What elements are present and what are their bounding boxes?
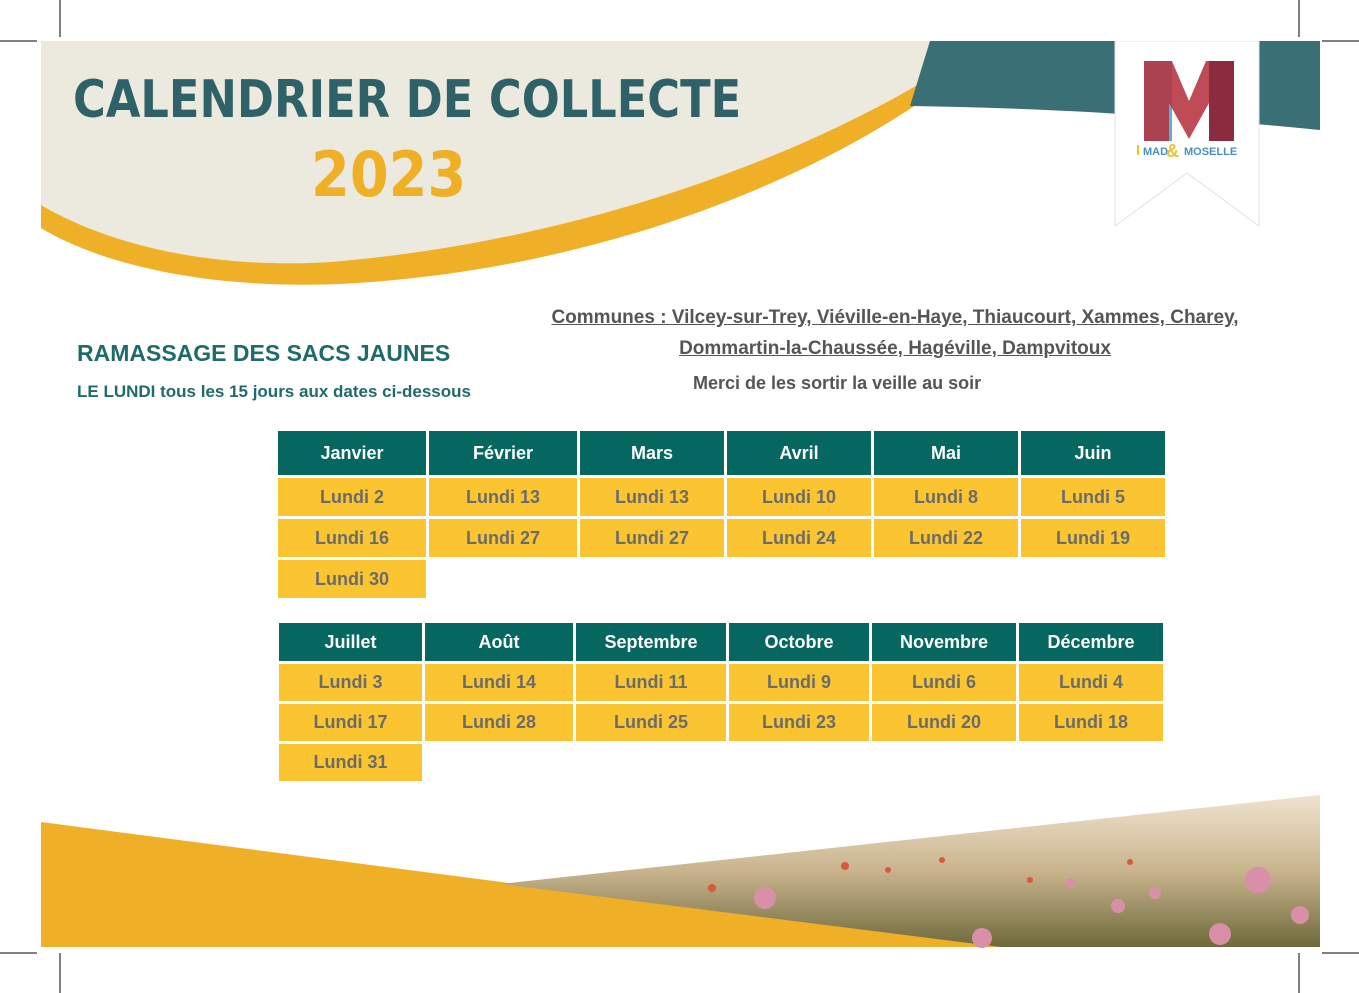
date-cell: Lundi 14	[425, 664, 573, 701]
communes-line-2: Dommartin-la-Chaussée, Hagéville, Dampvitoux	[679, 338, 1111, 359]
empty-cell	[872, 744, 1016, 781]
date-cell: Lundi 23	[729, 704, 869, 741]
table-row	[279, 744, 1163, 781]
svg-text:MAD: MAD	[1143, 146, 1169, 158]
empty-cell	[1019, 744, 1163, 781]
empty-cell	[729, 744, 869, 781]
table-row	[278, 478, 1165, 516]
date-cell: Lundi 8	[874, 478, 1018, 516]
empty-cell	[874, 560, 1018, 598]
collection-note: Merci de les sortir la veille au soir	[693, 373, 982, 393]
calendar-header-row	[278, 431, 1165, 475]
date-cell: Lundi 18	[1019, 704, 1163, 741]
empty-cell	[727, 560, 871, 598]
empty-cell	[1021, 560, 1165, 598]
date-cell: Lundi 27	[429, 519, 577, 557]
date-cell: Lundi 13	[429, 478, 577, 516]
date-cell: Lundi 22	[874, 519, 1018, 557]
month-header: Mars	[580, 431, 724, 475]
date-cell: Lundi 30	[278, 560, 426, 598]
date-cell: Lundi 9	[729, 664, 869, 701]
date-cell: Lundi 2	[278, 478, 426, 516]
month-header: Décembre	[1019, 623, 1163, 661]
section-subtitle: LE LUNDI tous les 15 jours aux dates ci-dessous	[77, 382, 471, 401]
date-cell: Lundi 6	[872, 664, 1016, 701]
empty-cell	[580, 560, 724, 598]
date-cell: Lundi 3	[279, 664, 422, 701]
month-header: Septembre	[576, 623, 726, 661]
page-title: CALENDRIER DE COLLECTE	[73, 70, 742, 130]
date-cell: Lundi 16	[278, 519, 426, 557]
date-cell: Lundi 28	[425, 704, 573, 741]
month-header: Octobre	[729, 623, 869, 661]
date-cell: Lundi 10	[727, 478, 871, 516]
date-cell: Lundi 11	[576, 664, 726, 701]
date-cell: Lundi 13	[580, 478, 724, 516]
empty-cell	[576, 744, 726, 781]
calendar-header-row	[279, 623, 1163, 661]
date-cell: Lundi 4	[1019, 664, 1163, 701]
communes-line-1: Communes : Vilcey-sur-Trey, Viéville-en-Haye, Thiaucourt, Xammes, Charey,	[551, 307, 1239, 328]
table-row	[278, 519, 1165, 557]
month-header: Juin	[1021, 431, 1165, 475]
mad-moselle-logo	[1113, 41, 1261, 231]
date-cell: Lundi 17	[279, 704, 422, 741]
table-row	[278, 560, 1165, 598]
table-row	[279, 704, 1163, 741]
year-title: 2023	[311, 138, 467, 211]
month-header: Novembre	[872, 623, 1016, 661]
month-header: Février	[429, 431, 577, 475]
date-cell: Lundi 5	[1021, 478, 1165, 516]
empty-cell	[429, 560, 577, 598]
empty-cell	[425, 744, 573, 781]
date-cell: Lundi 20	[872, 704, 1016, 741]
date-cell: Lundi 25	[576, 704, 726, 741]
section-title: RAMASSAGE DES SACS JAUNES	[77, 340, 451, 366]
date-cell: Lundi 27	[580, 519, 724, 557]
svg-text:&: &	[1166, 141, 1179, 161]
date-cell: Lundi 24	[727, 519, 871, 557]
date-cell: Lundi 31	[279, 744, 422, 781]
calendar-table-jul-dec	[276, 620, 1166, 784]
table-row	[279, 664, 1163, 701]
communes-list	[540, 302, 1250, 364]
svg-text:MOSELLE: MOSELLE	[1184, 146, 1238, 158]
calendar-table-jan-jun	[275, 428, 1168, 601]
month-header: Mai	[874, 431, 1018, 475]
date-cell: Lundi 19	[1021, 519, 1165, 557]
month-header: Avril	[727, 431, 871, 475]
month-header: Juillet	[279, 623, 422, 661]
month-header: Août	[425, 623, 573, 661]
month-header: Janvier	[278, 431, 426, 475]
